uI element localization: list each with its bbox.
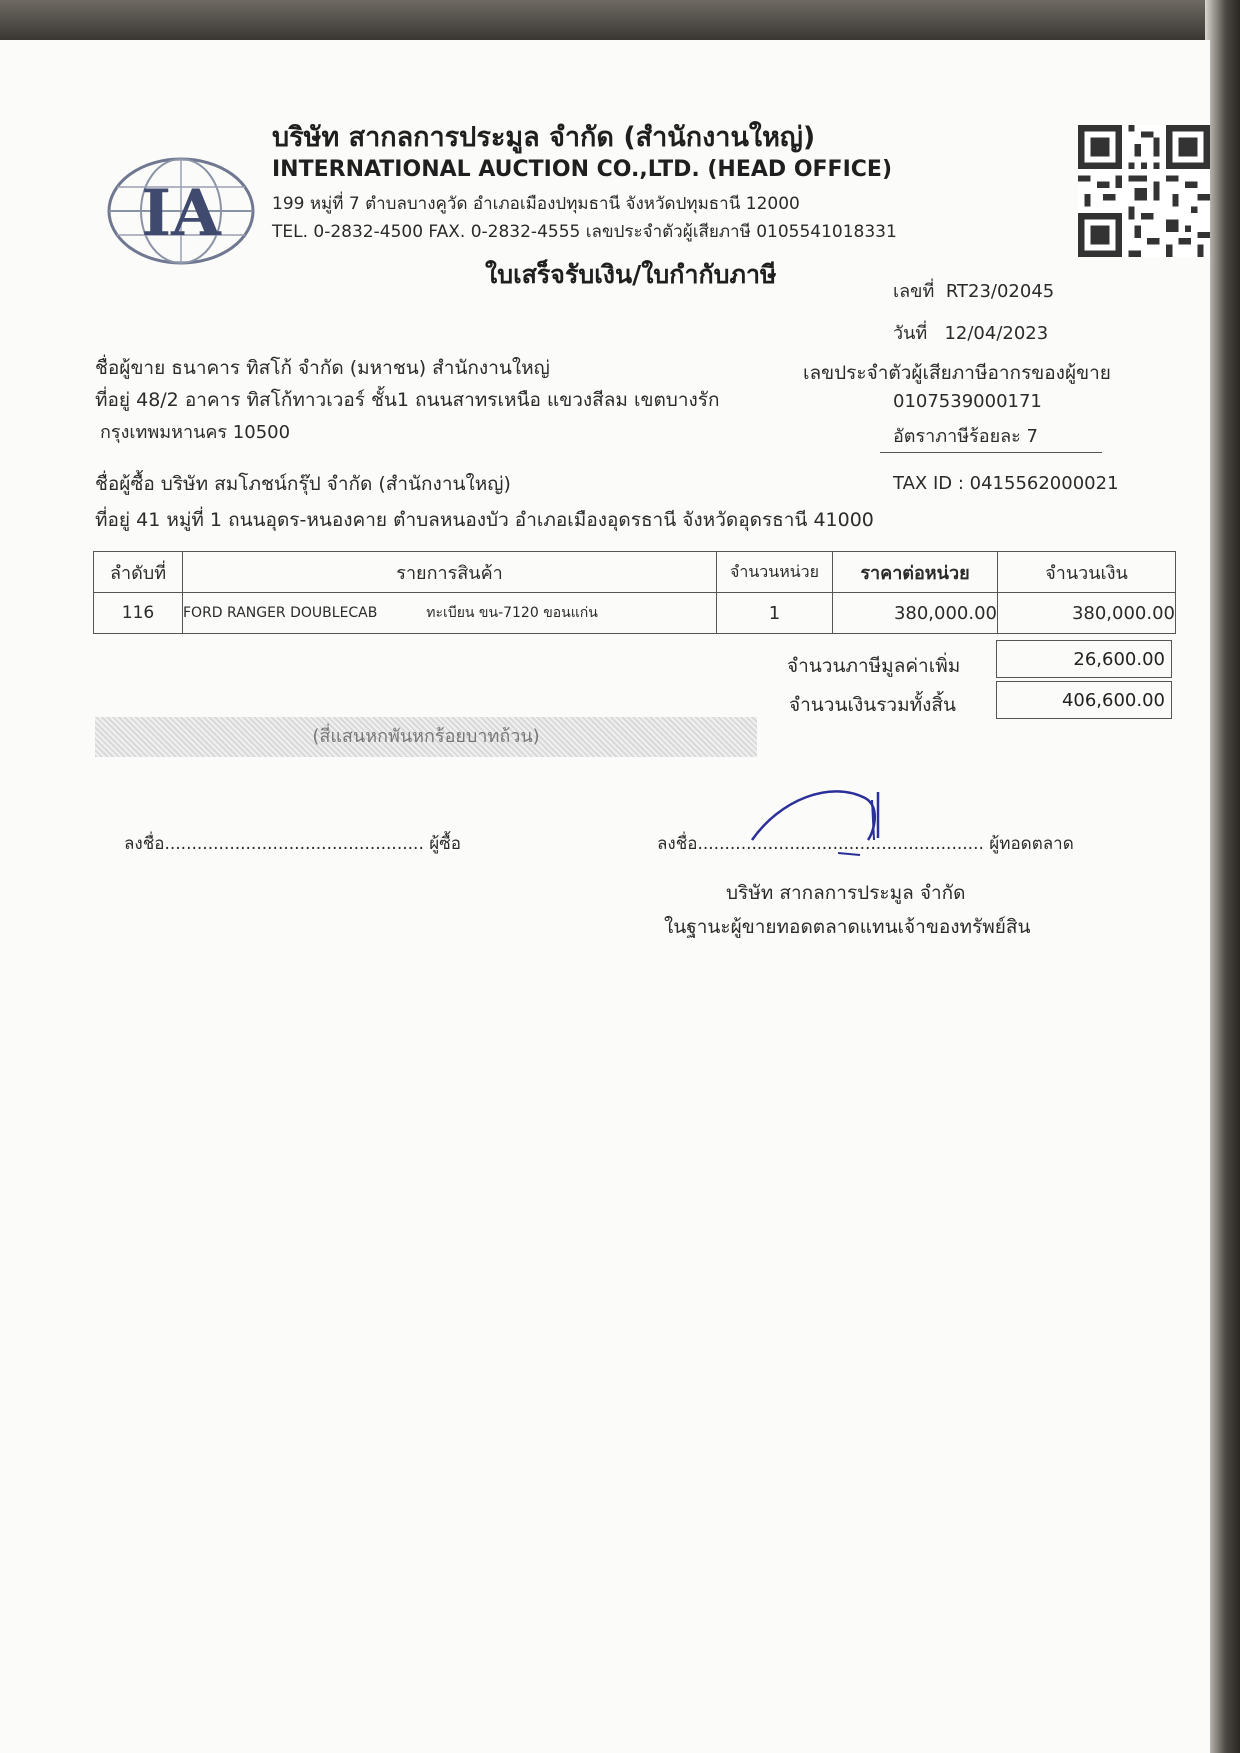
document-date-label: วันที่ [893,323,928,344]
company-name-english: INTERNATIONAL AUCTION CO.,LTD. (HEAD OFFICE) [272,157,892,182]
header-amount: จำนวนเงิน [998,552,1176,593]
company-name-thai: บริษัท สากลการประมูล จำกัด (สำนักงานใหญ่) [272,122,816,153]
buyer-sign-role: ผู้ซื้อ [429,834,461,854]
buyer-tax-id: TAX ID : 0415562000021 [893,473,1119,494]
auctioneer-sign-prefix: ลงชื่อ [657,834,698,854]
seller-tax-id-label: เลขประจำตัวผู้เสียภาษีอากรของผู้ขาย [803,362,1111,384]
document-title: ใบเสร็จรับเงิน/ใบกำกับภาษี [485,260,777,289]
vat-label: จำนวนภาษีมูลค่าเพิ่ม [787,655,961,677]
buyer-sign-prefix: ลงชื่อ [124,834,165,854]
auctioneer-sign-dots: ..................................................... [697,834,984,854]
document-date-value: 12/04/2023 [944,323,1049,344]
buyer-address: ที่อยู่ 41 หมู่ที่ 1 ถนนอุดร-หนองคาย ตำบลหนองบัว อำเภอเมืองอุดรธานี จังหวัดอุดรธานี 41000 [95,509,874,531]
document-number-value: RT23/02045 [945,281,1055,302]
cell-unit-price: 380,000.00 [833,593,998,634]
seller-address-line1: ที่อยู่ 48/2 อาคาร ทิสโก้ทาวเวอร์ ชั้น1 ถนนสาทรเหนือ แขวงสีลม เขตบางรัก [95,389,720,411]
scan-right-edge [1205,0,1240,1753]
item-plate: ทะเบียน ขน-7120 ขอนแก่น [426,605,598,621]
cell-item [183,593,717,634]
document-date [893,318,1048,347]
header-qty: จำนวนหน่วย [717,552,833,593]
cell-qty: 1 [717,593,833,634]
total-label: จำนวนเงินรวมทั้งสิ้น [789,694,956,716]
cell-amount: 380,000.00 [998,593,1176,634]
seller-tax-id: 0107539000171 [893,391,1042,412]
scan-top-edge [0,0,1240,40]
header-item: รายการสินค้า [183,552,717,593]
table-row [94,593,1176,634]
document-number [893,276,1054,305]
company-contact: TEL. 0-2832-4500 FAX. 0-2832-4555 เลขประจำตัวผู้เสียภาษี 0105541018331 [272,222,897,242]
buyer-sign-dots: ................................................ [164,834,424,854]
company-address: 199 หมู่ที่ 7 ตำบลบางคูวัด อำเภอเมืองปทุมธานี จังหวัดปทุมธานี 12000 [272,194,800,214]
company-logo [105,135,257,287]
auctioneer-capacity: ในฐานะผู้ขายทอดตลาดแทนเจ้าของทรัพย์สิน [664,916,1031,938]
buyer-name: ชื่อผู้ซื้อ บริษัท สมโภชน์กรุ๊ป จำกัด (สำนักงานใหญ่) [95,473,511,495]
header-seq: ลำดับที่ [94,552,183,593]
auctioneer-sign-role: ผู้ทอดตลาด [989,834,1074,854]
items-table [93,551,1176,634]
document-number-label: เลขที่ [893,281,935,302]
qr-code [1078,125,1210,257]
handwritten-signature [740,780,900,880]
seller-address-line2: กรุงเทพมหานคร 10500 [100,422,291,443]
receipt-page [0,40,1210,1753]
table-header-row [94,552,1176,593]
vat-amount: 26,600.00 [996,640,1172,678]
auctioneer-company: บริษัท สากลการประมูล จำกัด [726,882,966,904]
header-unit-price: ราคาต่อหน่วย [833,552,998,593]
seller-name: ชื่อผู้ขาย ธนาคาร ทิสโก้ จำกัด (มหาชน) สำนักงานใหญ่ [95,357,550,379]
buyer-signature-line [124,830,461,857]
cell-seq: 116 [94,593,183,634]
logo-lettering: IA [141,176,221,251]
amount-in-words: (สี่แสนหกพันหกร้อยบาทถ้วน) [312,726,540,747]
item-description: FORD RANGER DOUBLECAB [183,605,378,621]
divider [880,452,1102,453]
vat-rate: อัตราภาษีร้อยละ 7 [893,426,1039,447]
total-amount: 406,600.00 [996,681,1172,719]
